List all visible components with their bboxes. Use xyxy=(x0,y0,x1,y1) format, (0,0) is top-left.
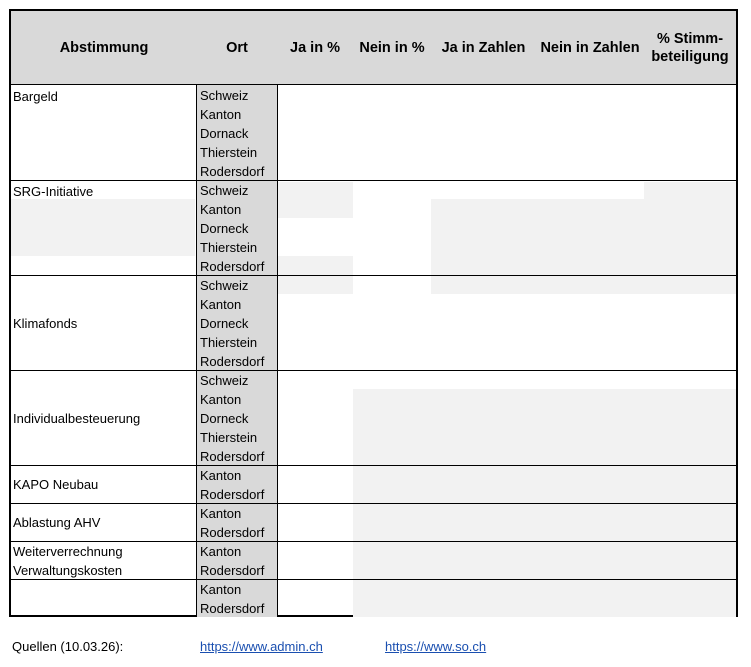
ort-list xyxy=(200,504,264,542)
header-nein-zahlen: Nein in Zahlen xyxy=(540,39,640,56)
ort-item: Thierstein xyxy=(200,145,258,160)
sources-label: Quellen (10.03.26): xyxy=(12,639,124,654)
shade-block xyxy=(431,199,644,294)
abstimmung-label: SRG-Initiative xyxy=(13,184,94,199)
header-ja-zahlen: Ja in Zahlen xyxy=(441,39,526,56)
ort-item: Kanton xyxy=(200,392,242,407)
ort-item: Rodersdorf xyxy=(200,449,265,464)
ort-item: Kanton xyxy=(200,297,242,312)
shade-block xyxy=(278,182,353,218)
ort-item: Kanton xyxy=(200,107,242,122)
ort-item: Dorneck xyxy=(200,411,249,426)
header-nein-pct: Nein in % xyxy=(359,39,425,56)
ort-item: Kanton xyxy=(200,202,242,217)
header-stimmbeteiligung: % Stimm- beteiligung xyxy=(651,30,729,65)
divider xyxy=(11,180,736,181)
abstimmung-label xyxy=(13,580,195,617)
shade-block xyxy=(644,182,736,294)
results-table xyxy=(9,9,738,617)
ort-item: Schweiz xyxy=(200,183,249,198)
ort-list xyxy=(200,542,264,580)
ort-item: Schweiz xyxy=(200,278,249,293)
ort-list xyxy=(200,181,264,276)
ort-item: Kanton xyxy=(200,506,242,521)
abstimmung-label: Bargeld xyxy=(13,89,58,104)
ort-item: Thierstein xyxy=(200,430,258,445)
ort-item: Schweiz xyxy=(200,88,249,103)
ort-list xyxy=(200,466,264,504)
divider xyxy=(196,85,197,617)
ort-list xyxy=(200,580,264,618)
ort-item: Rodersdorf xyxy=(200,164,265,179)
table-header xyxy=(11,11,736,85)
ort-item: Rodersdorf xyxy=(200,601,265,616)
source-link-so[interactable]: https://www.so.ch xyxy=(385,639,487,654)
ort-item: Kanton xyxy=(200,582,242,597)
ort-item: Rodersdorf xyxy=(200,563,265,578)
header-ja-pct: Ja in % xyxy=(290,39,340,56)
ort-item: Rodersdorf xyxy=(200,259,265,274)
ort-item: Thierstein xyxy=(200,240,258,255)
ort-list xyxy=(200,276,264,371)
ort-item: Kanton xyxy=(200,468,242,483)
source-link-admin[interactable]: https://www.admin.ch xyxy=(200,639,323,654)
abstimmung-label: Klimafonds xyxy=(13,315,78,331)
ort-list xyxy=(200,371,264,466)
ort-list xyxy=(200,86,264,181)
ort-item: Thierstein xyxy=(200,335,258,350)
abstimmung-label: Ablastung AHV xyxy=(13,515,101,530)
ort-item: Kanton xyxy=(200,544,242,559)
ort-item: Schweiz xyxy=(200,373,249,388)
divider xyxy=(277,85,278,617)
ort-item: Dorneck xyxy=(200,316,249,331)
ort-item: Rodersdorf xyxy=(200,487,265,502)
header-ort: Ort xyxy=(226,39,248,56)
ort-item: Rodersdorf xyxy=(200,354,265,369)
abstimmung-label: Individualbesteuerung xyxy=(13,410,141,426)
ort-item: Dornack xyxy=(200,126,249,141)
header-abstimmung: Abstimmung xyxy=(59,39,149,56)
abstimmung-label: Weiterverrechnung Verwaltungskosten xyxy=(13,543,123,578)
abstimmung-label: KAPO Neubau xyxy=(13,477,99,492)
ort-item: Rodersdorf xyxy=(200,525,265,540)
ort-item: Dorneck xyxy=(200,221,249,236)
